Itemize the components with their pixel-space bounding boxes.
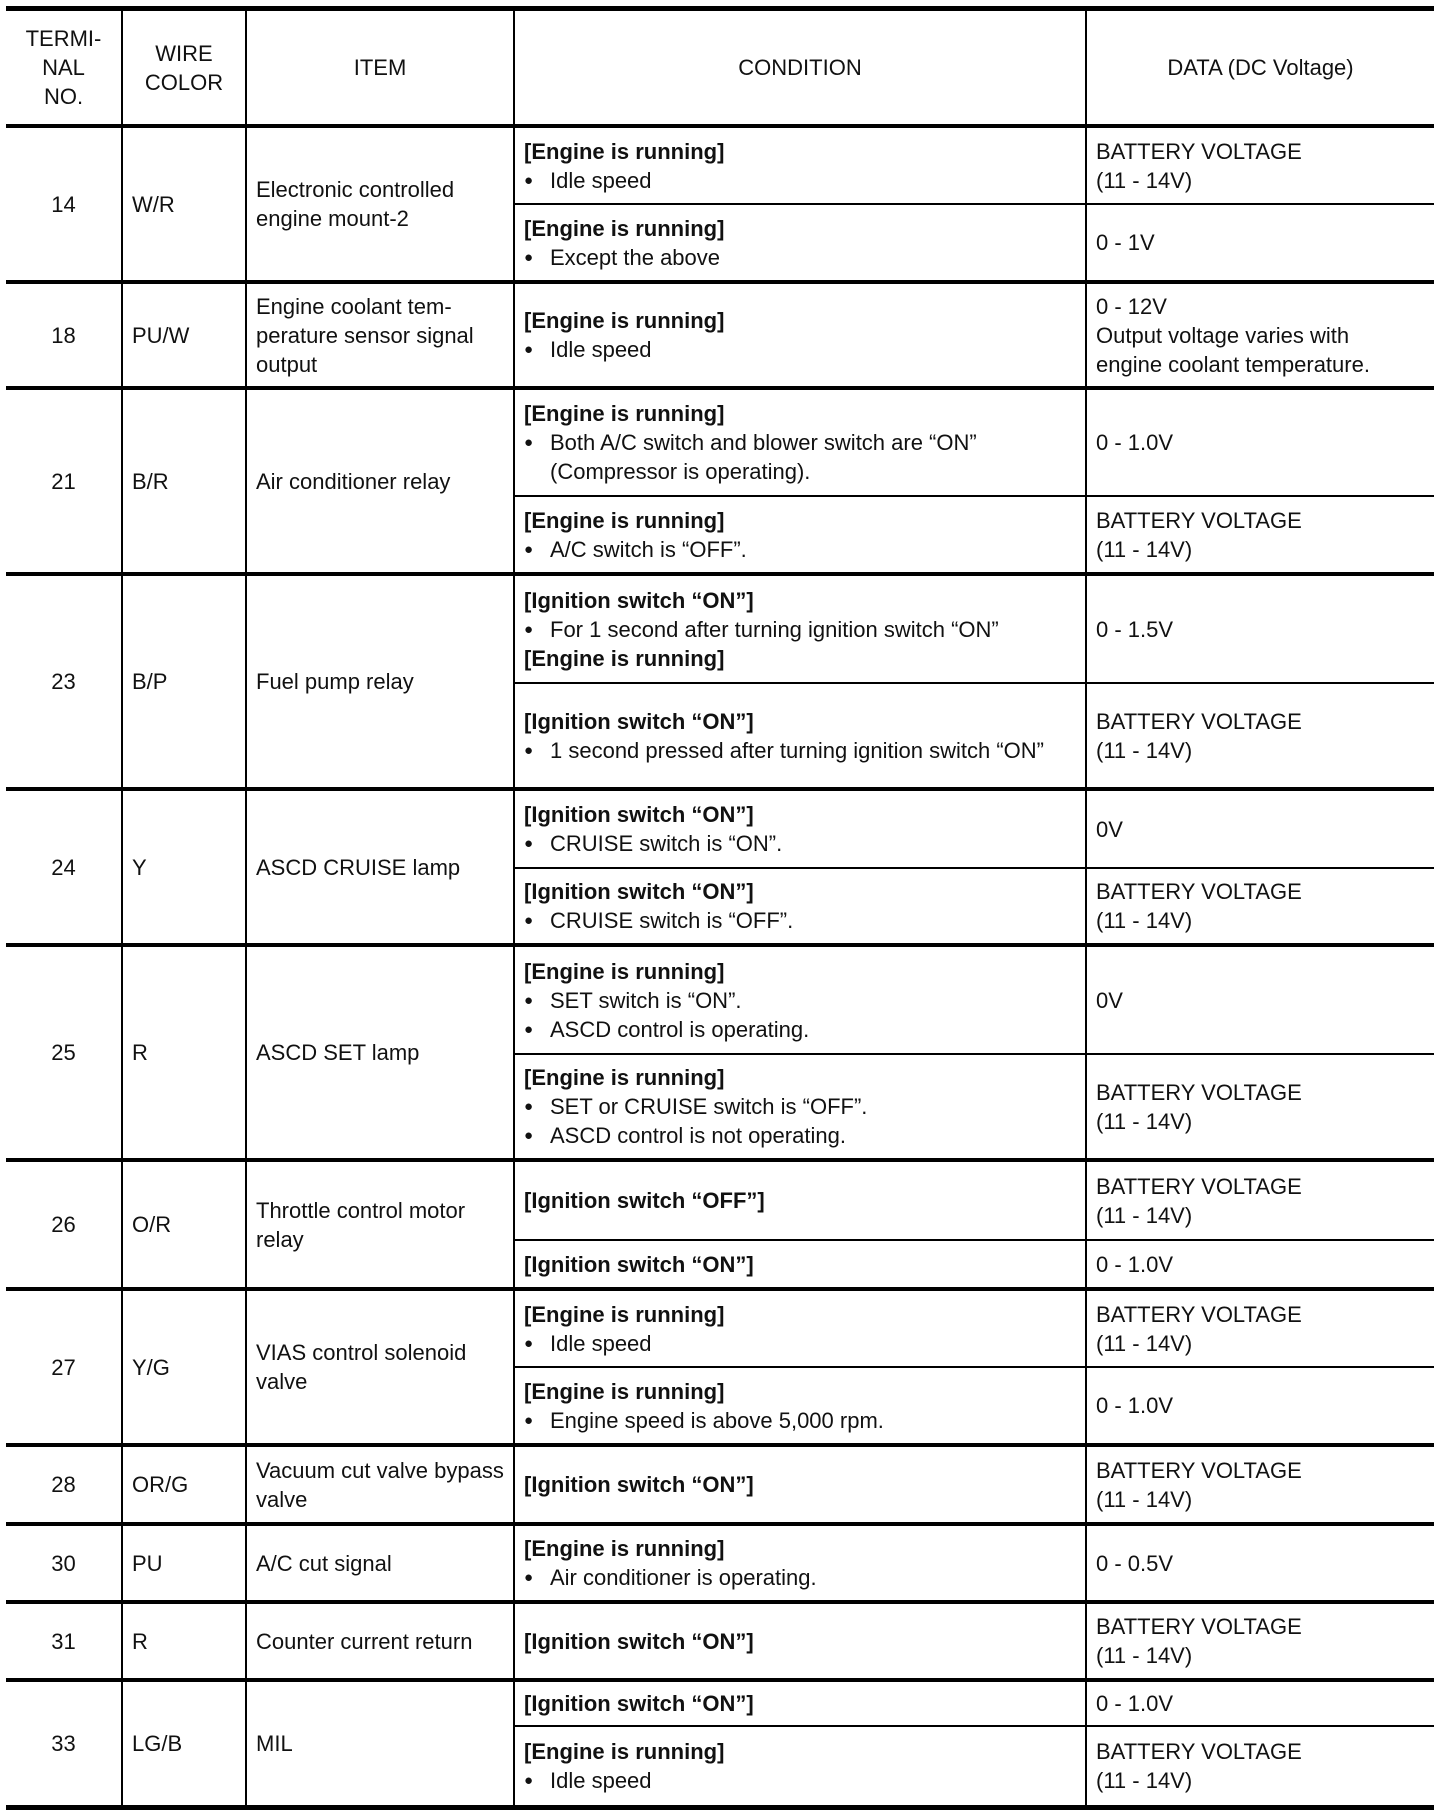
header-text: NO.	[43, 84, 84, 109]
wire-color-cell: Y	[122, 789, 246, 945]
condition-heading: [Ignition switch “ON”]	[524, 879, 754, 904]
condition-bullet: ● SET switch is “ON”.	[524, 986, 1076, 1015]
item-cell: ASCD SET lamp	[246, 945, 514, 1160]
condition-heading: [Engine is running]	[524, 138, 725, 164]
table-row	[6, 945, 1434, 1054]
wire-color-cell: Y/G	[122, 1289, 246, 1445]
condition-bullet: ● Air conditioner is operating.	[524, 1563, 1076, 1592]
table-row	[6, 282, 1434, 388]
data-voltage-cell	[1086, 868, 1434, 945]
voltage-value: BATTERY VOLTAGE	[1096, 138, 1302, 164]
condition-cell	[514, 1054, 1086, 1160]
item-cell: Counter current return	[246, 1602, 514, 1680]
wire-color-cell: O/R	[122, 1160, 246, 1289]
terminal-no-cell: 21	[6, 388, 122, 574]
condition-bullet: ● Except the above	[524, 243, 1076, 272]
data-voltage-cell	[1086, 1602, 1434, 1680]
voltage-value: 0V	[1096, 987, 1123, 1013]
condition-heading: [Ignition switch “ON”]	[524, 1691, 754, 1716]
condition-cell	[514, 1160, 1086, 1240]
data-voltage-cell	[1086, 1289, 1434, 1367]
terminal-no-cell: 31	[6, 1602, 122, 1680]
header-text: WIRE	[155, 40, 213, 66]
condition-cell	[514, 1602, 1086, 1680]
data-voltage-cell	[1086, 1524, 1434, 1602]
condition-cell	[514, 126, 1086, 204]
condition-cell	[514, 574, 1086, 683]
voltage-value: BATTERY VOLTAGE	[1096, 879, 1302, 904]
condition-bullet: ● ASCD control is operating.	[524, 1015, 1076, 1044]
table-row	[6, 1289, 1434, 1367]
header-text: COLOR	[144, 69, 224, 95]
wire-color-cell: B/P	[122, 574, 246, 789]
item-cell: Electronic controlled engine mount-2	[246, 126, 514, 282]
table-row	[6, 1445, 1434, 1524]
data-voltage-cell	[1086, 282, 1434, 388]
condition-cell	[514, 1289, 1086, 1367]
condition-heading: [Engine is running]	[524, 1301, 725, 1327]
table-row	[6, 574, 1434, 683]
table-row	[6, 1602, 1434, 1680]
condition-cell	[514, 868, 1086, 945]
condition-bullet: ● ASCD control is not operating.	[524, 1121, 1076, 1150]
condition-bullet: ● CRUISE switch is “ON”.	[524, 829, 1076, 858]
condition-heading: [Engine is running]	[524, 1738, 725, 1764]
data-voltage-cell	[1086, 1240, 1434, 1289]
condition-bullet: ● Idle speed	[524, 1329, 1076, 1358]
data-voltage-cell	[1086, 945, 1434, 1054]
condition-cell	[514, 1524, 1086, 1602]
table-row	[6, 789, 1434, 868]
wire-color-cell: R	[122, 945, 246, 1160]
voltage-value: engine coolant temperature.	[1096, 351, 1370, 377]
data-voltage-cell	[1086, 789, 1434, 868]
terminal-data-table	[6, 6, 1434, 1810]
wire-color-cell: PU/W	[122, 282, 246, 388]
condition-cell	[514, 1680, 1086, 1726]
terminal-no-cell: 24	[6, 789, 122, 945]
condition-bullet: ● Idle speed	[524, 1766, 1076, 1795]
voltage-value: (11 - 14V)	[1096, 908, 1193, 933]
wire-color-cell: W/R	[122, 126, 246, 282]
condition-heading: [Engine is running]	[524, 1065, 725, 1090]
condition-cell	[514, 1445, 1086, 1524]
data-voltage-cell	[1086, 1160, 1434, 1240]
header-condition: CONDITION	[514, 9, 1086, 127]
table-row	[6, 1160, 1434, 1240]
voltage-value: BATTERY VOLTAGE	[1096, 1301, 1302, 1327]
condition-heading: [Ignition switch “ON”]	[524, 1472, 754, 1497]
data-voltage-cell	[1086, 574, 1434, 683]
header-row	[6, 9, 1434, 127]
condition-cell	[514, 683, 1086, 789]
data-voltage-cell	[1086, 496, 1434, 574]
condition-bullet: ● CRUISE switch is “OFF”.	[524, 906, 1076, 935]
header-data: DATA (DC Voltage)	[1086, 9, 1434, 127]
wire-color-cell: PU	[122, 1524, 246, 1602]
voltage-value: 0 - 0.5V	[1096, 1550, 1174, 1576]
condition-bullet: ● Idle speed	[524, 166, 1076, 195]
condition-heading: [Engine is running]	[524, 507, 725, 533]
condition-heading: [Engine is running]	[524, 308, 725, 333]
item-cell: ASCD CRUISE lamp	[246, 789, 514, 945]
condition-cell	[514, 1240, 1086, 1289]
wire-color-cell: B/R	[122, 388, 246, 574]
data-voltage-cell	[1086, 204, 1434, 282]
table-body	[6, 126, 1434, 1807]
header-text: NAL	[42, 55, 85, 80]
condition-heading: [Ignition switch “ON”]	[524, 587, 754, 613]
condition-cell	[514, 388, 1086, 496]
condition-bullet: ● 1 second pressed after turning ignition switch “ON”	[524, 736, 1076, 765]
wire-color-cell: LG/B	[122, 1680, 246, 1807]
item-cell: VIAS control solenoid valve	[246, 1289, 514, 1445]
condition-heading: [Ignition switch “OFF”]	[524, 1188, 765, 1213]
data-voltage-cell	[1086, 388, 1434, 496]
data-voltage-cell	[1086, 1680, 1434, 1726]
item-cell: Fuel pump relay	[246, 574, 514, 789]
voltage-value: 0 - 1.0V	[1096, 1691, 1174, 1716]
condition-cell	[514, 1367, 1086, 1445]
voltage-value: 0 - 1.5V	[1096, 616, 1174, 642]
voltage-value: BATTERY VOLTAGE	[1096, 1457, 1302, 1483]
condition-heading: [Ignition switch “ON”]	[524, 708, 754, 734]
terminal-no-cell: 26	[6, 1160, 122, 1289]
condition-heading: [Engine is running]	[524, 401, 725, 426]
voltage-value: 0 - 1V	[1096, 230, 1155, 255]
voltage-value: BATTERY VOLTAGE	[1096, 507, 1302, 533]
voltage-value: 0 - 1.0V	[1096, 1393, 1174, 1418]
data-voltage-cell	[1086, 683, 1434, 789]
item-cell: Air conditioner relay	[246, 388, 514, 574]
condition-cell	[514, 945, 1086, 1054]
voltage-value: (11 - 14V)	[1096, 1330, 1193, 1356]
data-voltage-cell	[1086, 1367, 1434, 1445]
condition-bullet: ● Idle speed	[524, 335, 1076, 364]
condition-heading: [Ignition switch “ON”]	[524, 1628, 754, 1654]
condition-heading: [Ignition switch “ON”]	[524, 802, 754, 827]
terminal-no-cell: 30	[6, 1524, 122, 1602]
data-voltage-cell	[1086, 126, 1434, 204]
voltage-value: Output voltage varies with	[1096, 322, 1350, 348]
voltage-value: 0 - 1.0V	[1096, 1251, 1174, 1277]
header-terminal-no	[6, 9, 122, 127]
condition-bullet: ● SET or CRUISE switch is “OFF”.	[524, 1092, 1076, 1121]
header-item: ITEM	[246, 9, 514, 127]
condition-cell	[514, 789, 1086, 868]
terminal-no-cell: 23	[6, 574, 122, 789]
voltage-value: (11 - 14V)	[1096, 1486, 1193, 1512]
condition-bullet: ● A/C switch is “OFF”.	[524, 535, 1076, 564]
data-voltage-cell	[1086, 1445, 1434, 1524]
condition-heading: [Engine is running]	[524, 1536, 725, 1561]
table-row	[6, 388, 1434, 496]
voltage-value: (11 - 14V)	[1096, 1767, 1193, 1793]
terminal-no-cell: 33	[6, 1680, 122, 1807]
table-row	[6, 1680, 1434, 1726]
data-voltage-cell	[1086, 1054, 1434, 1160]
table-row	[6, 1524, 1434, 1602]
data-voltage-cell	[1086, 1726, 1434, 1807]
voltage-value: 0V	[1096, 816, 1123, 842]
condition-heading: [Ignition switch “ON”]	[524, 1251, 754, 1277]
terminal-no-cell: 18	[6, 282, 122, 388]
terminal-no-cell: 28	[6, 1445, 122, 1524]
terminal-no-cell: 25	[6, 945, 122, 1160]
condition-heading: [Engine is running]	[524, 215, 725, 241]
voltage-value: 0 - 12V	[1096, 293, 1167, 319]
condition-bullet: ● Both A/C switch and blower switch are “ON” (Compressor is operating).	[524, 428, 1076, 486]
voltage-value: BATTERY VOLTAGE	[1096, 1173, 1302, 1199]
header-text: TERMI-	[25, 26, 102, 51]
voltage-value: BATTERY VOLTAGE	[1096, 1614, 1302, 1639]
voltage-value: (11 - 14V)	[1096, 167, 1193, 193]
voltage-value: (11 - 14V)	[1096, 1643, 1193, 1668]
condition-cell	[514, 282, 1086, 388]
condition-heading: [Engine is running]	[524, 958, 725, 984]
terminal-no-cell: 27	[6, 1289, 122, 1445]
condition-cell	[514, 204, 1086, 282]
wire-color-cell: R	[122, 1602, 246, 1680]
item-cell: Throttle control motor relay	[246, 1160, 514, 1289]
voltage-value: BATTERY VOLTAGE	[1096, 1079, 1302, 1105]
item-cell: Engine coolant tem-perature sensor signal output	[246, 282, 514, 388]
voltage-value: 0 - 1.0V	[1096, 430, 1174, 455]
voltage-value: (11 - 14V)	[1096, 1108, 1193, 1134]
voltage-value: (11 - 14V)	[1096, 737, 1193, 763]
condition-bullet: ● For 1 second after turning ignition switch “ON”	[524, 615, 1076, 644]
voltage-value: (11 - 14V)	[1096, 1202, 1193, 1228]
item-cell: Vacuum cut valve bypass valve	[246, 1445, 514, 1524]
condition-heading: [Engine is running]	[524, 1378, 725, 1404]
condition-bullet: ● Engine speed is above 5,000 rpm.	[524, 1406, 1076, 1435]
wire-color-cell: OR/G	[122, 1445, 246, 1524]
item-cell: MIL	[246, 1680, 514, 1807]
condition-heading: [Engine is running]	[524, 645, 725, 671]
terminal-no-cell: 14	[6, 126, 122, 282]
header-wire-color	[122, 9, 246, 127]
table-row	[6, 126, 1434, 204]
condition-cell	[514, 1726, 1086, 1807]
voltage-value: BATTERY VOLTAGE	[1096, 1738, 1302, 1764]
voltage-value: (11 - 14V)	[1096, 536, 1193, 562]
voltage-value: BATTERY VOLTAGE	[1096, 708, 1302, 734]
item-cell: A/C cut signal	[246, 1524, 514, 1602]
condition-cell	[514, 496, 1086, 574]
